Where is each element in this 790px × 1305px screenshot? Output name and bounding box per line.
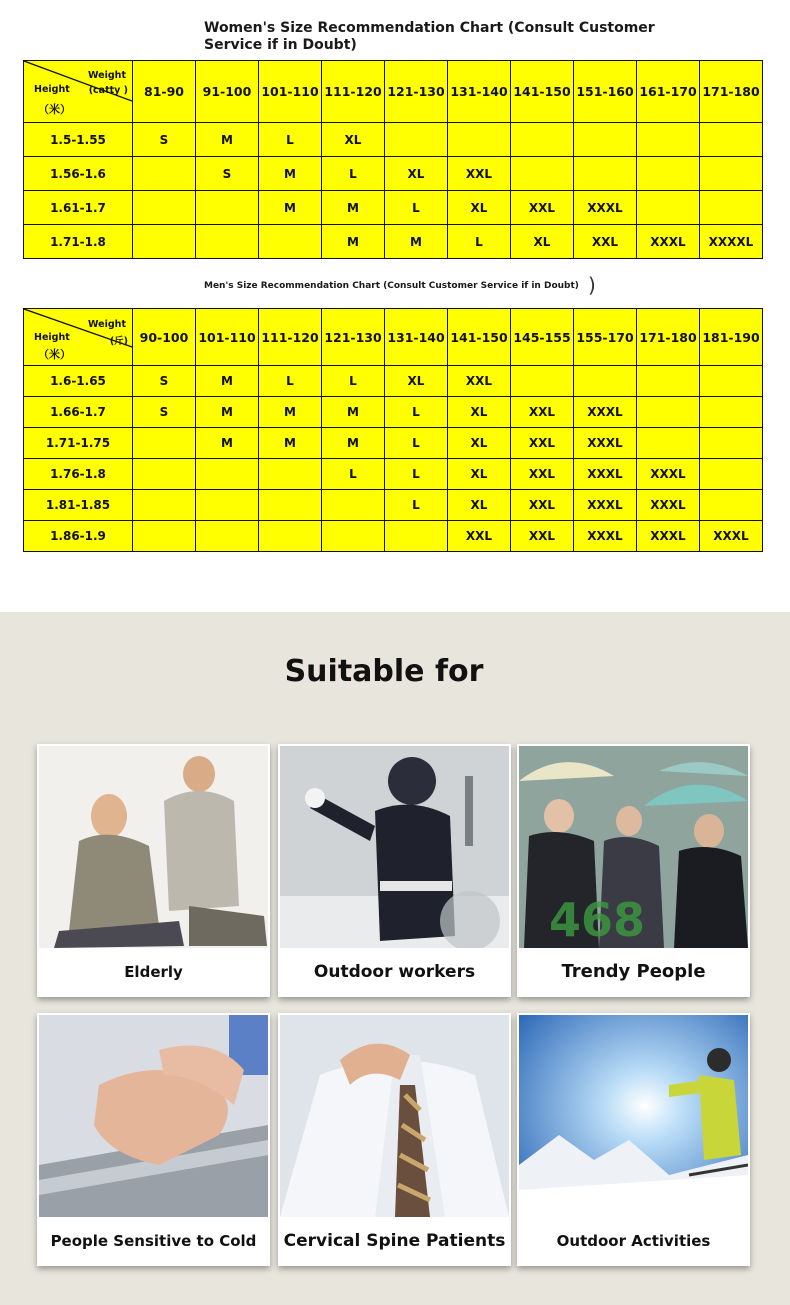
weight-header: 155-170 — [574, 309, 637, 366]
size-cell: XXXL — [637, 459, 700, 490]
height-label: Height — [34, 84, 70, 95]
size-cell: XL — [448, 191, 511, 225]
weight-unit: (斤) — [109, 336, 128, 347]
size-cell — [322, 490, 385, 521]
size-row — [24, 428, 763, 459]
size-cell: S — [133, 366, 196, 397]
size-cell — [574, 123, 637, 157]
size-cell: XXL — [574, 225, 637, 259]
size-cell — [574, 366, 637, 397]
weight-header: 90-100 — [133, 309, 196, 366]
size-cell: XXXL — [574, 521, 637, 552]
svg-text:468: 468 — [549, 893, 646, 947]
womens-corner-cell — [24, 61, 133, 123]
height-unit: （米） — [38, 348, 71, 361]
suitable-title: Suitable for — [284, 654, 484, 689]
outdoor-activities-photo — [519, 1015, 748, 1217]
elderly-photo — [39, 746, 268, 948]
weight-header: 101-110 — [196, 309, 259, 366]
size-cell: XXL — [511, 428, 574, 459]
size-cell: XL — [448, 490, 511, 521]
size-cell: XXXL — [574, 428, 637, 459]
size-cell: L — [385, 490, 448, 521]
size-cell: XXXL — [574, 490, 637, 521]
size-cell — [700, 366, 763, 397]
size-row — [24, 459, 763, 490]
weight-header: 161-170 — [637, 61, 700, 123]
weight-header: 145-155 — [511, 309, 574, 366]
trendy-people-photo — [519, 746, 748, 948]
size-cell: L — [322, 459, 385, 490]
card-elderly — [37, 744, 270, 997]
size-cell: XL — [448, 459, 511, 490]
height-cell: 1.61-1.7 — [24, 191, 133, 225]
size-cell — [196, 225, 259, 259]
size-cell — [259, 459, 322, 490]
size-cell: XL — [385, 157, 448, 191]
size-cell: M — [196, 123, 259, 157]
size-cell: XXL — [511, 191, 574, 225]
size-cell: XL — [322, 123, 385, 157]
size-cell: L — [385, 428, 448, 459]
outdoor-worker-photo — [280, 746, 509, 948]
card-label: Trendy People — [561, 961, 706, 982]
size-cell — [133, 521, 196, 552]
size-cell — [700, 459, 763, 490]
size-cell: M — [196, 428, 259, 459]
weight-header: 111-120 — [259, 309, 322, 366]
size-cell — [196, 521, 259, 552]
size-cell — [700, 123, 763, 157]
size-cell: XL — [448, 428, 511, 459]
size-cell — [637, 428, 700, 459]
mens-size-table — [23, 308, 763, 552]
size-cell — [133, 428, 196, 459]
size-cell — [196, 490, 259, 521]
size-cell — [133, 157, 196, 191]
height-cell: 1.76-1.8 — [24, 459, 133, 490]
size-cell: M — [196, 397, 259, 428]
weight-header: 141-150 — [511, 61, 574, 123]
size-cell: XXXL — [637, 490, 700, 521]
size-cell — [133, 191, 196, 225]
card-trendy-people — [517, 744, 750, 997]
card-outdoor-workers — [278, 744, 511, 997]
size-row — [24, 191, 763, 225]
size-cell: L — [322, 366, 385, 397]
mens-chart-title: Men's Size Recommendation Chart (Consult Customer Service if in Doubt) — [204, 281, 579, 291]
height-label: Height — [34, 332, 70, 343]
weight-label: Weight — [88, 319, 126, 330]
card-label: Outdoor workers — [313, 962, 476, 982]
size-cell: L — [385, 397, 448, 428]
weight-header: 171-180 — [700, 61, 763, 123]
size-cell — [511, 366, 574, 397]
size-cell — [637, 397, 700, 428]
size-cell — [700, 428, 763, 459]
size-cell: L — [448, 225, 511, 259]
weight-header: 171-180 — [637, 309, 700, 366]
weight-header: 121-130 — [322, 309, 385, 366]
womens-size-table — [23, 60, 763, 259]
size-cell: M — [322, 191, 385, 225]
weight-header: 121-130 — [385, 61, 448, 123]
weight-label: Weight — [88, 70, 126, 81]
paren-decoration-icon: ) — [588, 273, 596, 297]
size-cell — [700, 191, 763, 225]
size-cell — [196, 191, 259, 225]
card-label: People Sensitive to Cold — [50, 1232, 257, 1250]
size-cell: M — [196, 366, 259, 397]
womens-header-row — [24, 61, 763, 123]
size-cell: XXXL — [574, 459, 637, 490]
card-label: Outdoor Activities — [556, 1232, 711, 1250]
weight-header: 81-90 — [133, 61, 196, 123]
size-cell: S — [133, 397, 196, 428]
size-cell: XXL — [511, 521, 574, 552]
weight-header: 91-100 — [196, 61, 259, 123]
weight-header: 151-160 — [574, 61, 637, 123]
size-cell — [133, 225, 196, 259]
size-cell: L — [322, 157, 385, 191]
size-cell — [511, 123, 574, 157]
womens-chart-title: Women's Size Recommendation Chart (Consult Customer Service if in Doubt) — [204, 20, 655, 53]
size-cell — [700, 490, 763, 521]
size-cell — [322, 521, 385, 552]
size-cell — [574, 157, 637, 191]
size-cell: XXXL — [637, 521, 700, 552]
size-cell: L — [259, 123, 322, 157]
mens-corner-cell — [24, 309, 133, 366]
size-cell: XXXL — [637, 225, 700, 259]
card-cervical-spine — [278, 1013, 511, 1266]
size-cell: XL — [511, 225, 574, 259]
size-cell — [511, 157, 574, 191]
size-cell: XXXL — [574, 191, 637, 225]
size-cell — [133, 459, 196, 490]
size-cell — [637, 366, 700, 397]
size-cell: M — [385, 225, 448, 259]
size-cell: S — [133, 123, 196, 157]
cold-sensitive-photo — [39, 1015, 268, 1217]
size-cell — [196, 459, 259, 490]
size-row — [24, 225, 763, 259]
size-cell: XXL — [448, 521, 511, 552]
size-cell: M — [259, 157, 322, 191]
cervical-spine-photo — [280, 1015, 509, 1217]
size-row — [24, 123, 763, 157]
size-cell: M — [259, 428, 322, 459]
height-cell: 1.66-1.7 — [24, 397, 133, 428]
card-cold-sensitive — [37, 1013, 270, 1266]
card-label: Cervical Spine Patients — [283, 1231, 506, 1251]
size-cell: M — [259, 191, 322, 225]
height-cell: 1.86-1.9 — [24, 521, 133, 552]
size-row — [24, 397, 763, 428]
weight-header: 181-190 — [700, 309, 763, 366]
size-cell: XL — [448, 397, 511, 428]
height-cell: 1.56-1.6 — [24, 157, 133, 191]
size-cell: L — [385, 191, 448, 225]
weight-header: 131-140 — [448, 61, 511, 123]
weight-header: 131-140 — [385, 309, 448, 366]
size-cell: XXXL — [700, 521, 763, 552]
size-cell: XXL — [511, 490, 574, 521]
size-cell: M — [322, 397, 385, 428]
height-cell: 1.71-1.8 — [24, 225, 133, 259]
height-cell: 1.5-1.55 — [24, 123, 133, 157]
size-cell: M — [259, 397, 322, 428]
size-cell — [385, 521, 448, 552]
size-cell — [259, 490, 322, 521]
weight-header: 111-120 — [322, 61, 385, 123]
size-cell: XXL — [511, 397, 574, 428]
size-row — [24, 366, 763, 397]
weight-header: 101-110 — [259, 61, 322, 123]
size-cell: XXXXL — [700, 225, 763, 259]
size-cell — [637, 123, 700, 157]
size-cell: XL — [385, 366, 448, 397]
size-cell: XXL — [448, 157, 511, 191]
size-row — [24, 521, 763, 552]
size-row — [24, 157, 763, 191]
card-label: Elderly — [124, 963, 183, 981]
card-outdoor-activities — [517, 1013, 750, 1266]
weight-header: 141-150 — [448, 309, 511, 366]
size-cell — [133, 490, 196, 521]
height-cell: 1.81-1.85 — [24, 490, 133, 521]
size-cell: XXXL — [574, 397, 637, 428]
size-cell — [637, 157, 700, 191]
size-row — [24, 490, 763, 521]
size-cell: L — [385, 459, 448, 490]
size-cell: M — [322, 428, 385, 459]
size-cell: S — [196, 157, 259, 191]
height-unit: （米） — [38, 103, 71, 116]
size-cell: L — [259, 366, 322, 397]
size-cell — [385, 123, 448, 157]
size-cell — [448, 123, 511, 157]
size-cell: XXL — [448, 366, 511, 397]
height-cell: 1.71-1.75 — [24, 428, 133, 459]
height-cell: 1.6-1.65 — [24, 366, 133, 397]
mens-header-row — [24, 309, 763, 366]
size-cell: M — [322, 225, 385, 259]
size-cell — [700, 157, 763, 191]
size-cell — [637, 191, 700, 225]
weight-unit: (catty ) — [88, 85, 128, 96]
size-cell — [700, 397, 763, 428]
size-cell — [259, 225, 322, 259]
size-cell: XXL — [511, 459, 574, 490]
size-cell — [259, 521, 322, 552]
